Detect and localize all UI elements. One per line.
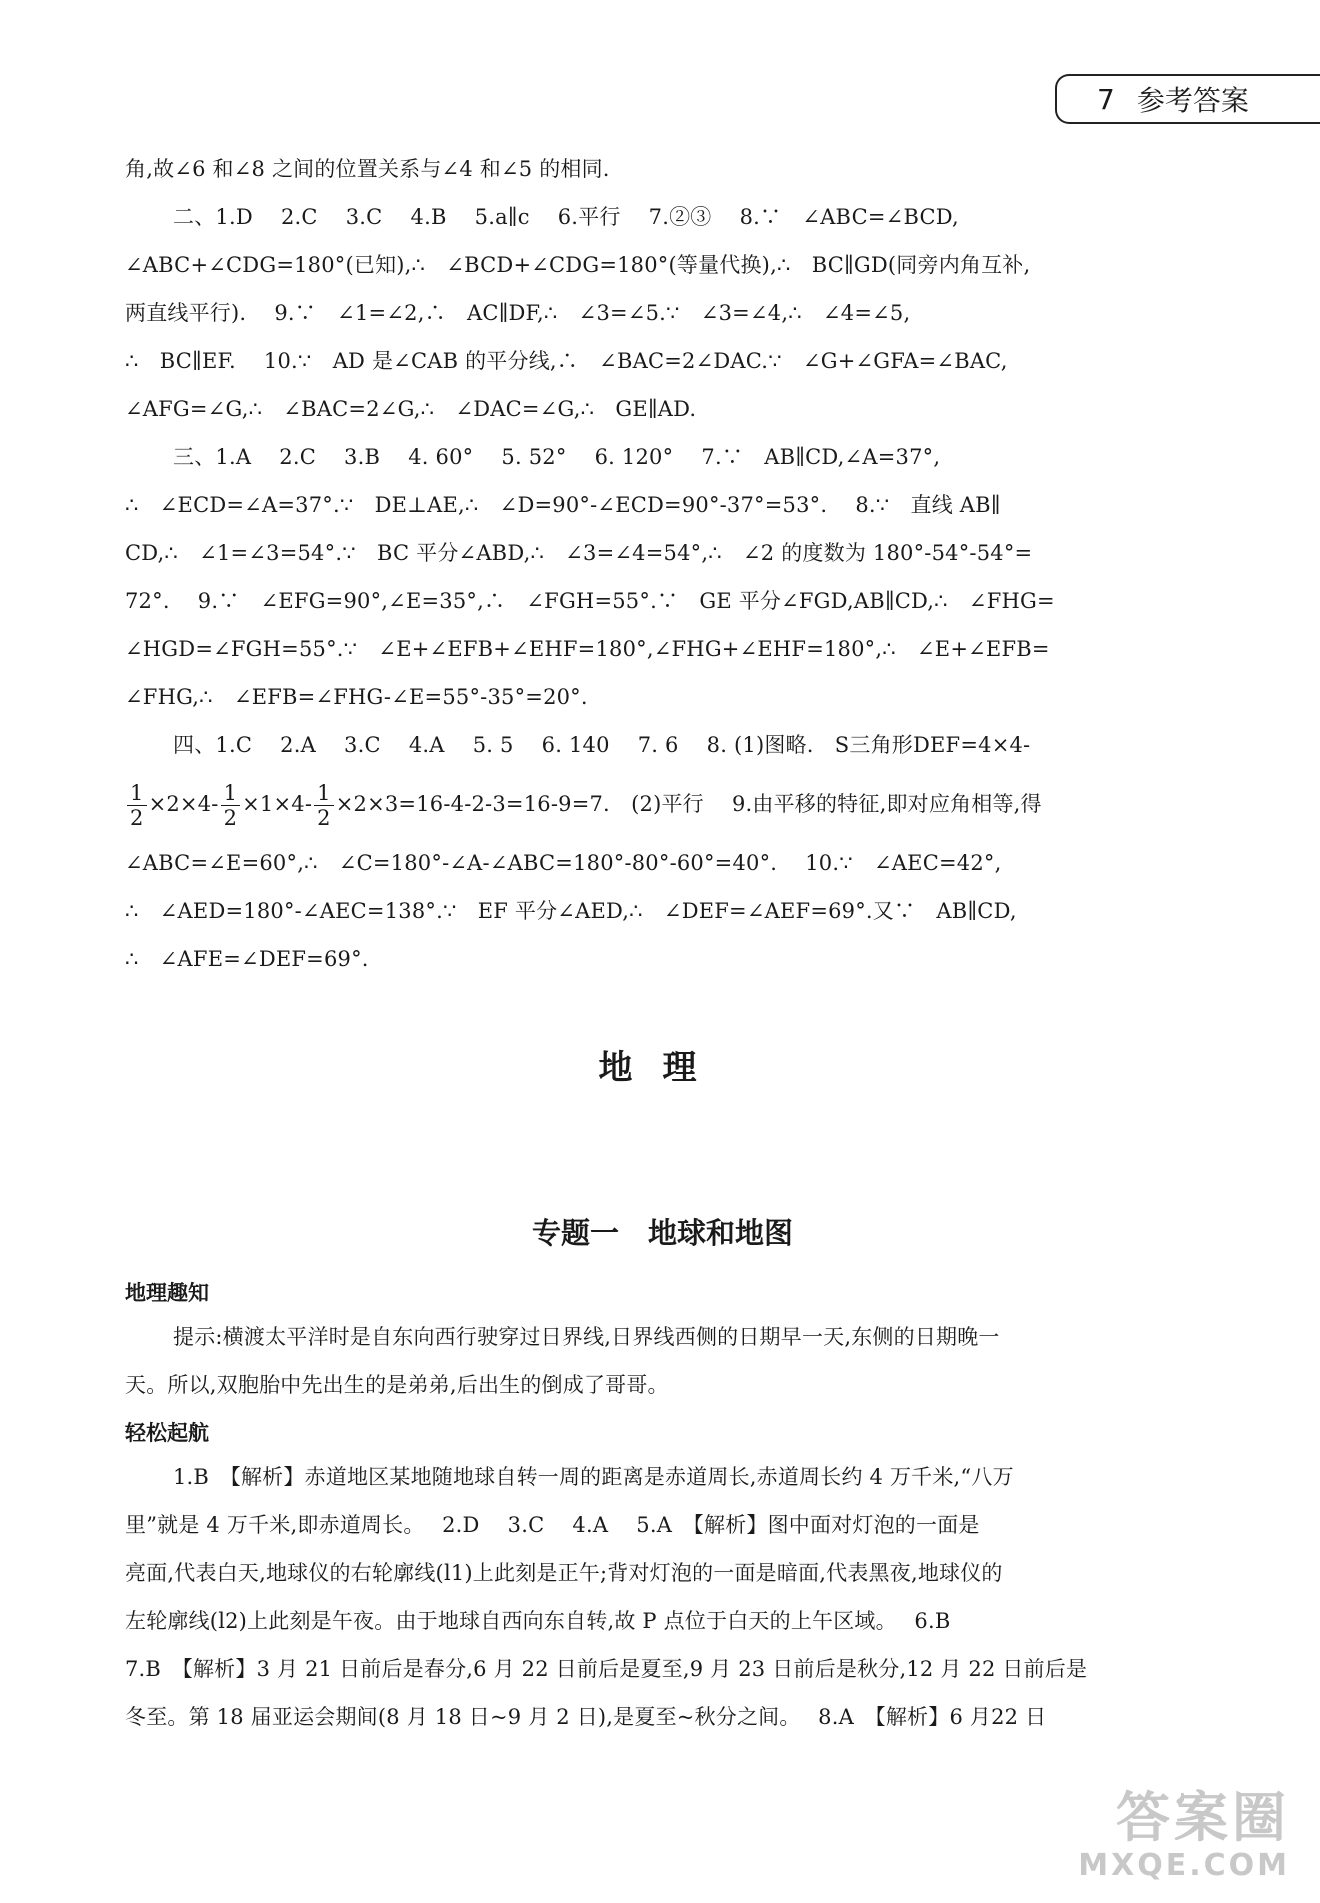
answer-line: ∴ ∠AED=180°-∠AEC=138°.∵ EF 平分∠AED,∴ ∠DEF=∠AEF=69°.又∵ AB∥CD, <box>125 899 1017 923</box>
fraction: $\frac{1}{2}$ <box>127 781 147 830</box>
paragraph-line: 左轮廓线(l2)上此刻是午夜。由于地球自西向东自转,故 P 点位于白天的上午区域。 6.B <box>125 1609 951 1633</box>
paragraph-line: 冬至。第 18 届亚运会期间(8 月 18 日~9 月 2 日),是夏至~秋分之间。 8.A 【解析】6 月22 日 <box>125 1705 1047 1729</box>
fraction-text: ×2×3=16-4-2-3=16-9=7. (2)平行 9.由平移的特征,即对应角相等,得 <box>335 792 1042 816</box>
section-title: 地理 <box>598 1048 727 1088</box>
fraction-text: ×1×4- <box>242 792 313 816</box>
fraction: $\frac{1}{2}$ <box>314 781 334 830</box>
answer-line: 角,故∠6 和∠8 之间的位置关系与∠4 和∠5 的相同. <box>125 157 610 181</box>
fraction: $\frac{1}{2}$ <box>221 781 241 830</box>
answer-line: ∴ BC∥EF. 10.∵ AD 是∠CAB 的平分线,∴ ∠BAC=2∠DAC.∵ ∠G+∠GFA=∠BAC, <box>125 349 1008 373</box>
page-number: 7 <box>1097 82 1115 116</box>
watermark-logo <box>1078 1788 1290 1883</box>
answer-line: 二、1.D 2.C 3.C 4.B 5.a∥c 6.平行 7.②③ 8.∵ ∠ABC=∠BCD, <box>173 205 959 229</box>
page-header-tab <box>1055 74 1320 124</box>
subsection-heading: 轻松起航 <box>125 1421 209 1445</box>
subsection-heading: 地理趣知 <box>125 1281 209 1305</box>
answer-line: ∴ ∠ECD=∠A=37°.∵ DE⊥AE,∴ ∠D=90°-∠ECD=90°-37°=53°. 8.∵ 直线 AB∥ <box>125 493 1001 517</box>
paragraph-line: 提示:横渡太平洋时是自东向西行驶穿过日界线,日界线西侧的日期早一天,东侧的日期晚一 <box>173 1325 1000 1349</box>
answer-line: ∠FHG,∴ ∠EFB=∠FHG-∠E=55°-35°=20°. <box>125 685 588 709</box>
answer-line: ∠AFG=∠G,∴ ∠BAC=2∠G,∴ ∠DAC=∠G,∴ GE∥AD. <box>125 397 697 421</box>
fraction-answer-line <box>125 769 1200 839</box>
paragraph-line: 7.B 【解析】3 月 21 日前后是春分,6 月 22 日前后是夏至,9 月 23 日前后是秋分,12 月 22 日前后是 <box>125 1657 1088 1681</box>
watermark-text: 答案圈 <box>1116 1786 1290 1849</box>
answer-line: ∠ABC+∠CDG=180°(已知),∴ ∠BCD+∠CDG=180°(等量代换),∴ BC∥GD(同旁内角互补, <box>125 253 1031 277</box>
paragraph-line: 里”就是 4 万千米,即赤道周长。 2.D 3.C 4.A 5.A 【解析】图中面对灯泡的一面是 <box>125 1513 980 1537</box>
paragraph-line: 天。所以,双胞胎中先出生的是弟弟,后出生的倒成了哥哥。 <box>125 1373 669 1397</box>
fraction-text: ×2×4- <box>148 792 219 816</box>
answer-line: ∴ ∠AFE=∠DEF=69°. <box>125 947 369 971</box>
answer-line: 四、1.C 2.A 3.C 4.A 5. 5 6. 140 7. 6 8. (1)图略. S三角形DEF=4×4- <box>173 733 1031 757</box>
answer-line: CD,∴ ∠1=∠3=54°.∵ BC 平分∠ABD,∴ ∠3=∠4=54°,∴ ∠2 的度数为 180°-54°-54°= <box>125 541 1033 565</box>
header-title: 参考答案 <box>1136 84 1249 117</box>
answer-line: 三、1.A 2.C 3.B 4. 60° 5. 52° 6. 120° 7.∵ AB∥CD,∠A=37°, <box>173 445 941 469</box>
watermark-domain: MXQE.COM <box>1078 1848 1290 1883</box>
answer-line: ∠ABC=∠E=60°,∴ ∠C=180°-∠A-∠ABC=180°-80°-60°=40°. 10.∵ ∠AEC=42°, <box>125 851 1002 875</box>
page-content <box>125 145 1200 1741</box>
topic-title: 专题一 地球和地图 <box>531 1216 793 1250</box>
answer-line: ∠HGD=∠FGH=55°.∵ ∠E+∠EFB+∠EHF=180°,∠FHG+∠EHF=180°,∴ ∠E+∠EFB= <box>125 637 1050 661</box>
paragraph-line: 1.B 【解析】赤道地区某地随地球自转一周的距离是赤道周长,赤道周长约 4 万千米,“八万 <box>173 1465 1014 1489</box>
answer-line: 两直线平行). 9.∵ ∠1=∠2,∴ AC∥DF,∴ ∠3=∠5.∵ ∠3=∠4,∴ ∠4=∠5, <box>125 301 911 325</box>
answer-line: 72°. 9.∵ ∠EFG=90°,∠E=35°,∴ ∠FGH=55°.∵ GE 平分∠FGD,AB∥CD,∴ ∠FHG= <box>125 589 1055 613</box>
paragraph-line: 亮面,代表白天,地球仪的右轮廓线(l1)上此刻是正午;背对灯泡的一面是暗面,代表黑夜,地球仪的 <box>125 1561 1003 1585</box>
